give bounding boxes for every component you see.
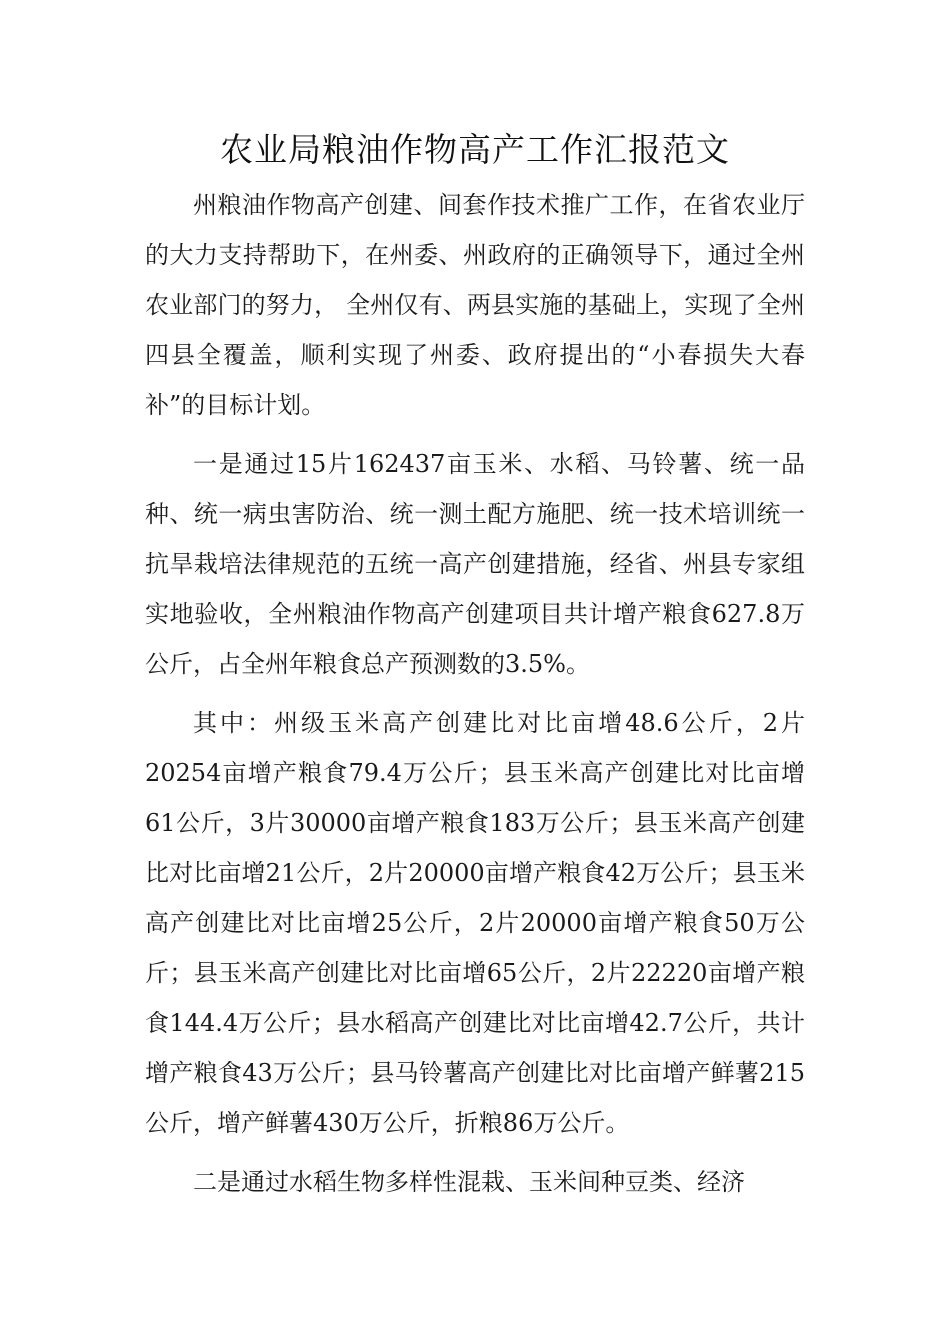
document-title: 农业局粮油作物高产工作汇报范文: [220, 130, 730, 169]
paragraph-intro: 州粮油作物高产创建、间套作技术推广工作，在省农业厅的大力支持帮助下，在州委、州政府的正确领导下，通过全州农业部门的努力， 全州仅有、两县实施的基础上，实现了全州四县全覆盖，顺利实现了州委、政府提出的“小春损失大春补”的目标计划。: [145, 191, 805, 419]
paragraph-second-point: 二是通过水稻生物多样性混栽、玉米间种豆类、经济: [193, 1168, 745, 1196]
paragraph-details: 其中：州级玉米高产创建比对比亩增48.6公斤，2片20254亩增产粮食79.4万公斤；县玉米高产创建比对比亩增61公斤，3片30000亩增产粮食183万公斤；县玉米高产创建比对比亩增21公斤，2片20000亩增产粮食42万公斤；县玉米高产创建比对比亩增25公斤，2片20000亩增产粮食50万公斤；县玉米高产创建比对比亩增65公斤，2片22220亩增产粮食144.4万公斤；县水稻高产创建比对比亩增42.7公斤，共计增产粮食43万公斤；县马铃薯高产创建比对比亩增产鲜薯215公斤，增产鲜薯430万公斤，折粮86万公斤。: [145, 709, 805, 1137]
paragraph-first-point: 一是通过15片162437亩玉米、水稻、马铃薯、统一品种、统一病虫害防治、统一测土配方施肥、统一技术培训统一抗旱栽培法律规范的五统一高产创建措施，经省、州县专家组实地验收，全州粮油作物高产创建项目共计增产粮食627.8万公斤，占全州年粮食总产预测数的3.5%。: [145, 450, 805, 678]
document-body: [145, 180, 805, 1216]
